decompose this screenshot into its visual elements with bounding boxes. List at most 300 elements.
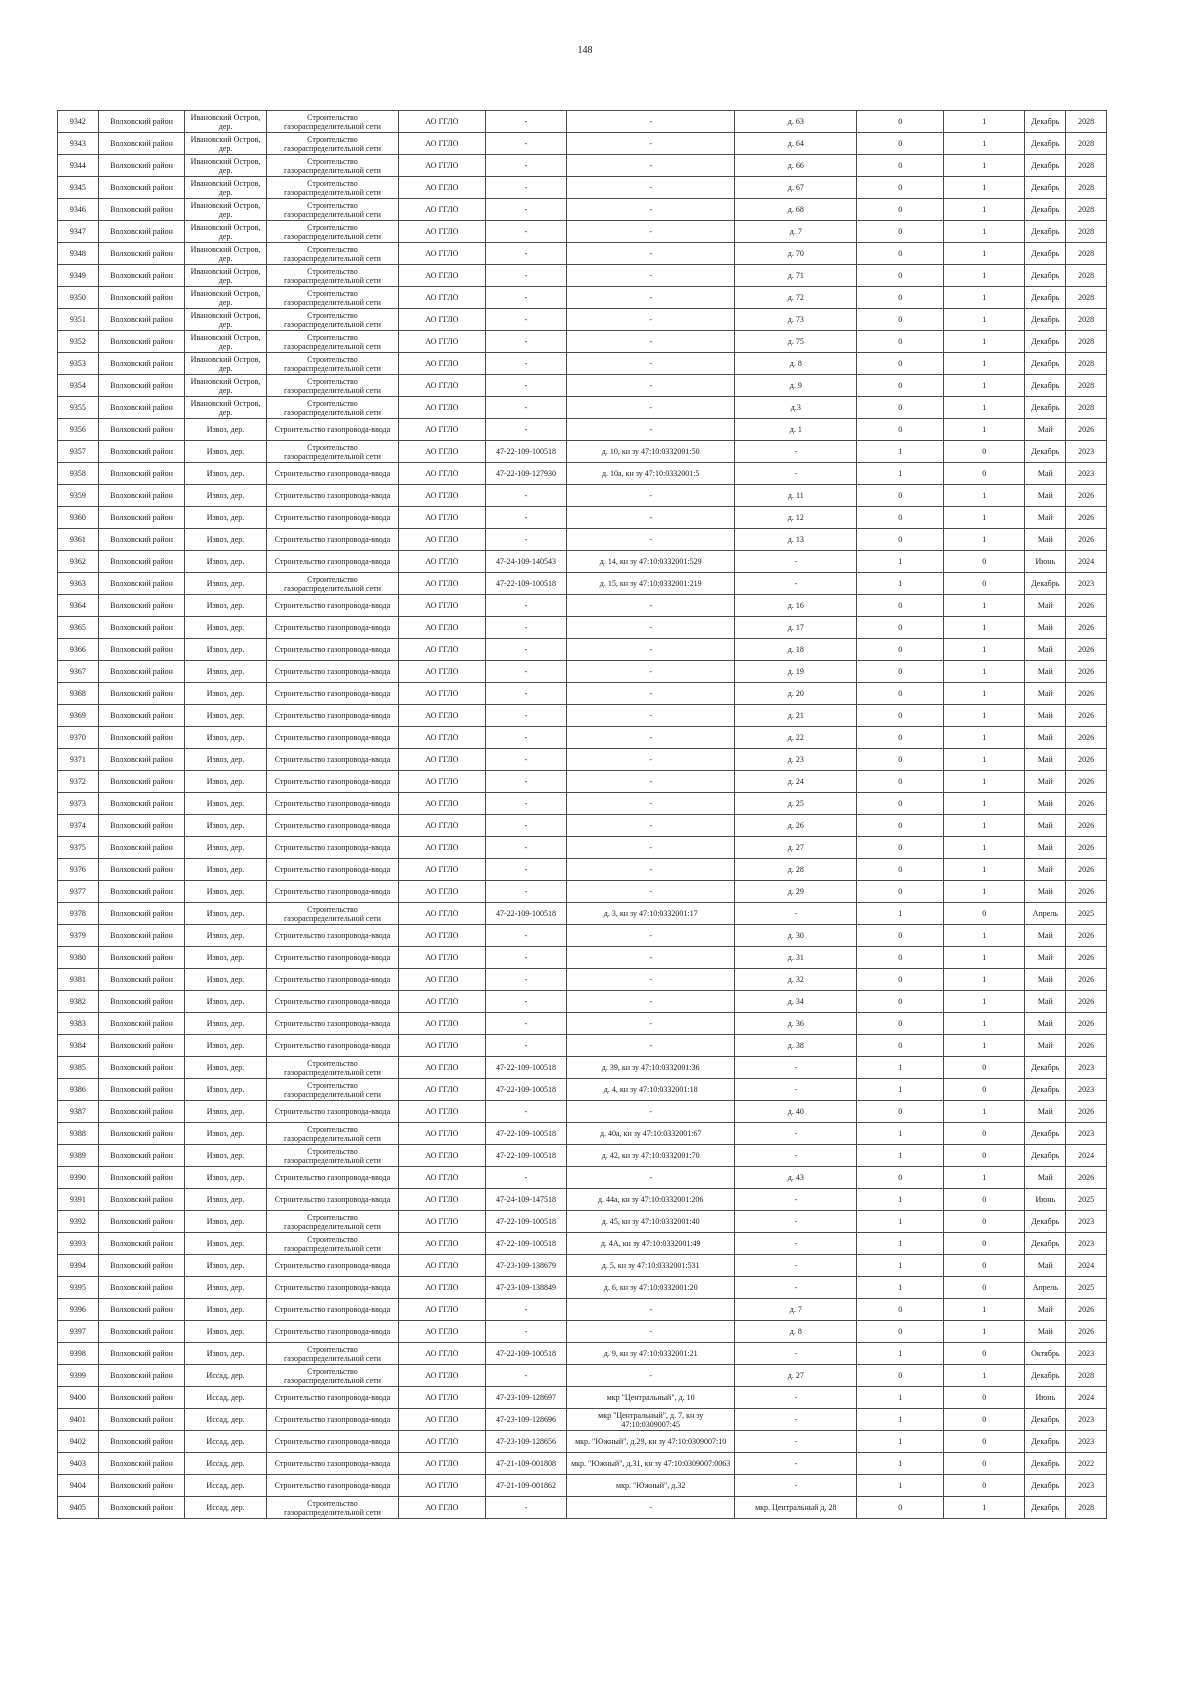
cell-code: - xyxy=(485,309,566,331)
cell-district: Волховский район xyxy=(98,1255,185,1277)
cell-cadastral: - xyxy=(567,177,735,199)
cell-district: Волховский район xyxy=(98,243,185,265)
cell-cadastral: - xyxy=(567,419,735,441)
cell-district: Волховский район xyxy=(98,1145,185,1167)
cell-org: АО ГГЛО xyxy=(399,1365,486,1387)
cell-cadastral: д. 4, кн зу 47:10:0332001:18 xyxy=(567,1079,735,1101)
cell-work: Строительство газопровода-ввода xyxy=(266,683,398,705)
cell-org: АО ГГЛО xyxy=(399,221,486,243)
cell-c2: 1 xyxy=(943,749,1024,771)
cell-c1: 1 xyxy=(857,1343,944,1365)
table-row xyxy=(58,221,1107,243)
cell-month: Июнь xyxy=(1025,1189,1066,1211)
cell-cadastral: - xyxy=(567,815,735,837)
cell-house: - xyxy=(735,1123,857,1145)
cell-c2: 0 xyxy=(943,1255,1024,1277)
cell-district: Волховский район xyxy=(98,529,185,551)
cell-house: д. 32 xyxy=(735,969,857,991)
cell-c1: 0 xyxy=(857,947,944,969)
cell-cadastral: д. 5, кн зу 47:10:0332001:531 xyxy=(567,1255,735,1277)
cell-work: Строительство газопровода-ввода xyxy=(266,1475,398,1497)
cell-district: Волховский район xyxy=(98,903,185,925)
cell-c1: 0 xyxy=(857,1299,944,1321)
cell-code: - xyxy=(485,639,566,661)
cell-year: 2023 xyxy=(1066,441,1107,463)
cell-no: 9400 xyxy=(58,1387,99,1409)
cell-no: 9402 xyxy=(58,1431,99,1453)
cell-month: Май xyxy=(1025,639,1066,661)
page-number: 148 xyxy=(577,45,593,56)
cell-cadastral: - xyxy=(567,617,735,639)
cell-no: 9394 xyxy=(58,1255,99,1277)
cell-c1: 0 xyxy=(857,1035,944,1057)
cell-c1: 0 xyxy=(857,881,944,903)
cell-month: Май xyxy=(1025,485,1066,507)
cell-house: - xyxy=(735,1453,857,1475)
cell-house: д. 70 xyxy=(735,243,857,265)
cell-work: Строительство газопровода-ввода xyxy=(266,529,398,551)
cell-work: Строительство газораспределительной сети xyxy=(266,375,398,397)
cell-locality: Извоз, дер. xyxy=(185,661,266,683)
cell-work: Строительство газораспределительной сети xyxy=(266,1343,398,1365)
table-row xyxy=(58,749,1107,771)
cell-org: АО ГГЛО xyxy=(399,1233,486,1255)
cell-month: Май xyxy=(1025,1255,1066,1277)
cell-no: 9399 xyxy=(58,1365,99,1387)
cell-house: - xyxy=(735,1211,857,1233)
cell-month: Декабрь xyxy=(1025,111,1066,133)
cell-code: 47-22-109-127930 xyxy=(485,463,566,485)
cell-org: АО ГГЛО xyxy=(399,287,486,309)
cell-code: - xyxy=(485,859,566,881)
cell-code: - xyxy=(485,793,566,815)
cell-month: Май xyxy=(1025,463,1066,485)
cell-no: 9357 xyxy=(58,441,99,463)
cell-org: АО ГГЛО xyxy=(399,1057,486,1079)
cell-org: АО ГГЛО xyxy=(399,749,486,771)
cell-code: - xyxy=(485,243,566,265)
cell-year: 2026 xyxy=(1066,881,1107,903)
cell-year: 2026 xyxy=(1066,749,1107,771)
cell-month: Декабрь xyxy=(1025,155,1066,177)
cell-district: Волховский район xyxy=(98,771,185,793)
cell-locality: Извоз, дер. xyxy=(185,617,266,639)
cell-work: Строительство газопровода-ввода xyxy=(266,595,398,617)
cell-org: АО ГГЛО xyxy=(399,1255,486,1277)
cell-c2: 0 xyxy=(943,463,1024,485)
cell-year: 2026 xyxy=(1066,793,1107,815)
cell-c1: 0 xyxy=(857,705,944,727)
cell-year: 2028 xyxy=(1066,331,1107,353)
cell-month: Декабрь xyxy=(1025,221,1066,243)
cell-month: Декабрь xyxy=(1025,1123,1066,1145)
cell-year: 2026 xyxy=(1066,969,1107,991)
cell-code: - xyxy=(485,331,566,353)
cell-district: Волховский район xyxy=(98,1453,185,1475)
cell-work: Строительство газораспределительной сети xyxy=(266,133,398,155)
cell-month: Май xyxy=(1025,837,1066,859)
cell-locality: Извоз, дер. xyxy=(185,485,266,507)
cell-house: мкр. Центральный д. 28 xyxy=(735,1497,857,1519)
table-row xyxy=(58,1035,1107,1057)
cell-no: 9361 xyxy=(58,529,99,551)
cell-org: АО ГГЛО xyxy=(399,1475,486,1497)
cell-month: Май xyxy=(1025,859,1066,881)
cell-no: 9360 xyxy=(58,507,99,529)
cell-district: Волховский район xyxy=(98,287,185,309)
cell-house: д. 1 xyxy=(735,419,857,441)
cell-house: д. 7 xyxy=(735,221,857,243)
cell-code: 47-23-109-128656 xyxy=(485,1431,566,1453)
cell-locality: Извоз, дер. xyxy=(185,1079,266,1101)
cell-org: АО ГГЛО xyxy=(399,793,486,815)
cell-c1: 0 xyxy=(857,331,944,353)
cell-locality: Извоз, дер. xyxy=(185,1145,266,1167)
cell-c2: 0 xyxy=(943,1211,1024,1233)
cell-district: Волховский район xyxy=(98,1101,185,1123)
table-row xyxy=(58,1101,1107,1123)
cell-district: Волховский район xyxy=(98,1321,185,1343)
cell-house: д. 19 xyxy=(735,661,857,683)
cell-year: 2028 xyxy=(1066,287,1107,309)
cell-work: Строительство газораспределительной сети xyxy=(266,265,398,287)
cell-code: - xyxy=(485,595,566,617)
cell-no: 9362 xyxy=(58,551,99,573)
cell-work: Строительство газопровода-ввода xyxy=(266,727,398,749)
cell-c1: 1 xyxy=(857,1057,944,1079)
cell-year: 2026 xyxy=(1066,859,1107,881)
cell-code: 47-22-109-100518 xyxy=(485,1211,566,1233)
cell-district: Волховский район xyxy=(98,947,185,969)
cell-house: - xyxy=(735,1255,857,1277)
cell-no: 9395 xyxy=(58,1277,99,1299)
cell-no: 9372 xyxy=(58,771,99,793)
cell-month: Декабрь xyxy=(1025,133,1066,155)
cell-locality: Извоз, дер. xyxy=(185,463,266,485)
cell-no: 9375 xyxy=(58,837,99,859)
table-row xyxy=(58,903,1107,925)
cell-locality: Извоз, дер. xyxy=(185,749,266,771)
cell-code: 47-22-109-100518 xyxy=(485,1057,566,1079)
table-row xyxy=(58,243,1107,265)
cell-no: 9392 xyxy=(58,1211,99,1233)
cell-c1: 0 xyxy=(857,925,944,947)
cell-house: д. 18 xyxy=(735,639,857,661)
cell-year: 2028 xyxy=(1066,111,1107,133)
cell-org: АО ГГЛО xyxy=(399,617,486,639)
cell-year: 2025 xyxy=(1066,1189,1107,1211)
cell-month: Май xyxy=(1025,617,1066,639)
cell-c2: 1 xyxy=(943,925,1024,947)
cell-district: Волховский район xyxy=(98,815,185,837)
cell-org: АО ГГЛО xyxy=(399,397,486,419)
cell-c1: 0 xyxy=(857,1497,944,1519)
cell-org: АО ГГЛО xyxy=(399,705,486,727)
table-row xyxy=(58,309,1107,331)
cell-district: Волховский район xyxy=(98,1387,185,1409)
cell-no: 9405 xyxy=(58,1497,99,1519)
cell-org: АО ГГЛО xyxy=(399,1409,486,1431)
cell-district: Волховский район xyxy=(98,1497,185,1519)
cell-cadastral: - xyxy=(567,969,735,991)
cell-org: АО ГГЛО xyxy=(399,573,486,595)
cell-house: д.3 xyxy=(735,397,857,419)
cell-no: 9352 xyxy=(58,331,99,353)
cell-work: Строительство газораспределительной сети xyxy=(266,177,398,199)
cell-c1: 0 xyxy=(857,1365,944,1387)
cell-district: Волховский район xyxy=(98,221,185,243)
cell-c1: 1 xyxy=(857,1409,944,1431)
cell-year: 2025 xyxy=(1066,903,1107,925)
cell-month: Май xyxy=(1025,595,1066,617)
cell-code: - xyxy=(485,1035,566,1057)
cell-no: 9378 xyxy=(58,903,99,925)
cell-cadastral: - xyxy=(567,111,735,133)
cell-c2: 1 xyxy=(943,595,1024,617)
cell-no: 9351 xyxy=(58,309,99,331)
cell-locality: Иссад, дер. xyxy=(185,1497,266,1519)
cell-locality: Ивановский Остров, дер. xyxy=(185,331,266,353)
cell-cadastral: д. 4А, кн зу 47:10:0332001:49 xyxy=(567,1233,735,1255)
cell-month: Декабрь xyxy=(1025,1409,1066,1431)
cell-org: АО ГГЛО xyxy=(399,1013,486,1035)
cell-year: 2026 xyxy=(1066,485,1107,507)
cell-locality: Извоз, дер. xyxy=(185,441,266,463)
cell-no: 9344 xyxy=(58,155,99,177)
cell-cadastral: - xyxy=(567,507,735,529)
cell-code: 47-21-109-001862 xyxy=(485,1475,566,1497)
cell-house: - xyxy=(735,1079,857,1101)
cell-c1: 1 xyxy=(857,1079,944,1101)
cell-code: 47-22-109-100518 xyxy=(485,1145,566,1167)
cell-code: 47-23-109-138849 xyxy=(485,1277,566,1299)
cell-month: Декабрь xyxy=(1025,1211,1066,1233)
cell-cadastral: д. 10а, кн зу 47:10:0332001:5 xyxy=(567,463,735,485)
cell-year: 2028 xyxy=(1066,375,1107,397)
cell-org: АО ГГЛО xyxy=(399,485,486,507)
cell-month: Декабрь xyxy=(1025,177,1066,199)
cell-cadastral: мкр "Центральный", д. 7, кн зу 47:10:0309007:45 xyxy=(567,1409,735,1431)
cell-code: - xyxy=(485,969,566,991)
cell-district: Волховский район xyxy=(98,309,185,331)
cell-work: Строительство газопровода-ввода xyxy=(266,837,398,859)
cell-house: д. 17 xyxy=(735,617,857,639)
cell-month: Май xyxy=(1025,749,1066,771)
cell-work: Строительство газопровода-ввода xyxy=(266,815,398,837)
cell-c2: 1 xyxy=(943,353,1024,375)
cell-code: - xyxy=(485,1365,566,1387)
cell-org: АО ГГЛО xyxy=(399,199,486,221)
cell-year: 2026 xyxy=(1066,1101,1107,1123)
cell-month: Декабрь xyxy=(1025,353,1066,375)
cell-no: 9373 xyxy=(58,793,99,815)
cell-district: Волховский район xyxy=(98,551,185,573)
cell-c1: 0 xyxy=(857,793,944,815)
cell-no: 9363 xyxy=(58,573,99,595)
cell-code: - xyxy=(485,287,566,309)
cell-code: - xyxy=(485,925,566,947)
cell-month: Май xyxy=(1025,925,1066,947)
cell-no: 9391 xyxy=(58,1189,99,1211)
cell-work: Строительство газопровода-ввода xyxy=(266,551,398,573)
cell-work: Строительство газопровода-ввода xyxy=(266,1299,398,1321)
cell-work: Строительство газораспределительной сети xyxy=(266,221,398,243)
cell-district: Волховский район xyxy=(98,749,185,771)
cell-code: 47-22-109-100518 xyxy=(485,441,566,463)
cell-locality: Ивановский Остров, дер. xyxy=(185,155,266,177)
cell-house: - xyxy=(735,463,857,485)
cell-no: 9371 xyxy=(58,749,99,771)
cell-year: 2028 xyxy=(1066,265,1107,287)
cell-cadastral: - xyxy=(567,485,735,507)
cell-district: Волховский район xyxy=(98,1167,185,1189)
cell-locality: Извоз, дер. xyxy=(185,705,266,727)
cell-district: Волховский район xyxy=(98,1431,185,1453)
cell-no: 9358 xyxy=(58,463,99,485)
table-row xyxy=(58,397,1107,419)
cell-district: Волховский район xyxy=(98,991,185,1013)
table-row xyxy=(58,155,1107,177)
cell-cadastral: мкр. "Южный", д.31, кн зу 47:10:0309007:0063 xyxy=(567,1453,735,1475)
cell-no: 9383 xyxy=(58,1013,99,1035)
cell-org: АО ГГЛО xyxy=(399,771,486,793)
cell-org: АО ГГЛО xyxy=(399,463,486,485)
cell-org: АО ГГЛО xyxy=(399,837,486,859)
cell-cadastral: - xyxy=(567,837,735,859)
cell-no: 9353 xyxy=(58,353,99,375)
cell-c1: 1 xyxy=(857,1145,944,1167)
cell-cadastral: - xyxy=(567,1497,735,1519)
cell-house: д. 27 xyxy=(735,837,857,859)
cell-work: Строительство газопровода-ввода xyxy=(266,1387,398,1409)
cell-c1: 0 xyxy=(857,265,944,287)
cell-work: Строительство газораспределительной сети xyxy=(266,243,398,265)
cell-c1: 0 xyxy=(857,309,944,331)
cell-c1: 0 xyxy=(857,617,944,639)
cell-work: Строительство газораспределительной сети xyxy=(266,287,398,309)
cell-year: 2028 xyxy=(1066,199,1107,221)
cell-c2: 1 xyxy=(943,177,1024,199)
cell-work: Строительство газораспределительной сети xyxy=(266,1233,398,1255)
cell-house: д. 24 xyxy=(735,771,857,793)
cell-org: АО ГГЛО xyxy=(399,1277,486,1299)
cell-c2: 1 xyxy=(943,705,1024,727)
cell-locality: Ивановский Остров, дер. xyxy=(185,133,266,155)
cell-locality: Извоз, дер. xyxy=(185,1035,266,1057)
cell-c1: 1 xyxy=(857,1255,944,1277)
cell-work: Строительство газопровода-ввода xyxy=(266,639,398,661)
cell-locality: Извоз, дер. xyxy=(185,771,266,793)
cell-month: Май xyxy=(1025,1299,1066,1321)
cell-c2: 1 xyxy=(943,397,1024,419)
cell-year: 2023 xyxy=(1066,1233,1107,1255)
cell-month: Май xyxy=(1025,1013,1066,1035)
cell-org: АО ГГЛО xyxy=(399,551,486,573)
table-row xyxy=(58,199,1107,221)
cell-locality: Ивановский Остров, дер. xyxy=(185,309,266,331)
cell-house: - xyxy=(735,441,857,463)
cell-c1: 0 xyxy=(857,771,944,793)
cell-house: - xyxy=(735,1409,857,1431)
cell-work: Строительство газопровода-ввода xyxy=(266,969,398,991)
cell-year: 2028 xyxy=(1066,1497,1107,1519)
cell-org: АО ГГЛО xyxy=(399,1343,486,1365)
cell-c2: 1 xyxy=(943,727,1024,749)
cell-work: Строительство газопровода-ввода xyxy=(266,1255,398,1277)
cell-house: д. 21 xyxy=(735,705,857,727)
cell-code: - xyxy=(485,705,566,727)
cell-year: 2026 xyxy=(1066,639,1107,661)
cell-locality: Ивановский Остров, дер. xyxy=(185,199,266,221)
cell-locality: Извоз, дер. xyxy=(185,529,266,551)
cell-c2: 0 xyxy=(943,1431,1024,1453)
cell-c2: 0 xyxy=(943,1475,1024,1497)
cell-month: Апрель xyxy=(1025,903,1066,925)
cell-no: 9403 xyxy=(58,1453,99,1475)
cell-district: Волховский район xyxy=(98,1409,185,1431)
cell-district: Волховский район xyxy=(98,1299,185,1321)
cell-cadastral: - xyxy=(567,859,735,881)
table-row xyxy=(58,1123,1107,1145)
cell-district: Волховский район xyxy=(98,1343,185,1365)
cell-month: Декабрь xyxy=(1025,309,1066,331)
cell-work: Строительство газопровода-ввода xyxy=(266,749,398,771)
cell-year: 2023 xyxy=(1066,1475,1107,1497)
cell-cadastral: - xyxy=(567,771,735,793)
cell-c1: 1 xyxy=(857,463,944,485)
table-row xyxy=(58,925,1107,947)
cell-month: Май xyxy=(1025,1101,1066,1123)
cell-c1: 0 xyxy=(857,1321,944,1343)
cell-house: д. 30 xyxy=(735,925,857,947)
cell-work: Строительство газопровода-ввода xyxy=(266,991,398,1013)
table-row xyxy=(58,463,1107,485)
cell-month: Май xyxy=(1025,419,1066,441)
cell-month: Май xyxy=(1025,815,1066,837)
cell-year: 2024 xyxy=(1066,1387,1107,1409)
cell-no: 9386 xyxy=(58,1079,99,1101)
cell-cadastral: - xyxy=(567,375,735,397)
cell-work: Строительство газопровода-ввода xyxy=(266,485,398,507)
cell-org: АО ГГЛО xyxy=(399,859,486,881)
cell-locality: Извоз, дер. xyxy=(185,1101,266,1123)
cell-locality: Извоз, дер. xyxy=(185,1233,266,1255)
cell-c1: 0 xyxy=(857,1167,944,1189)
cell-org: АО ГГЛО xyxy=(399,639,486,661)
cell-month: Декабрь xyxy=(1025,243,1066,265)
cell-month: Декабрь xyxy=(1025,199,1066,221)
cell-no: 9356 xyxy=(58,419,99,441)
cell-cadastral: - xyxy=(567,287,735,309)
cell-org: АО ГГЛО xyxy=(399,1189,486,1211)
cell-work: Строительство газопровода-ввода xyxy=(266,1101,398,1123)
cell-district: Волховский район xyxy=(98,595,185,617)
cell-no: 9376 xyxy=(58,859,99,881)
cell-year: 2026 xyxy=(1066,595,1107,617)
cell-house: д. 40 xyxy=(735,1101,857,1123)
cell-work: Строительство газораспределительной сети xyxy=(266,155,398,177)
cell-no: 9404 xyxy=(58,1475,99,1497)
cell-year: 2026 xyxy=(1066,771,1107,793)
cell-cadastral: - xyxy=(567,595,735,617)
cell-code: - xyxy=(485,265,566,287)
cell-org: АО ГГЛО xyxy=(399,177,486,199)
cell-c2: 1 xyxy=(943,1167,1024,1189)
cell-locality: Извоз, дер. xyxy=(185,793,266,815)
cell-c2: 1 xyxy=(943,111,1024,133)
cell-work: Строительство газораспределительной сети xyxy=(266,573,398,595)
table-row xyxy=(58,529,1107,551)
